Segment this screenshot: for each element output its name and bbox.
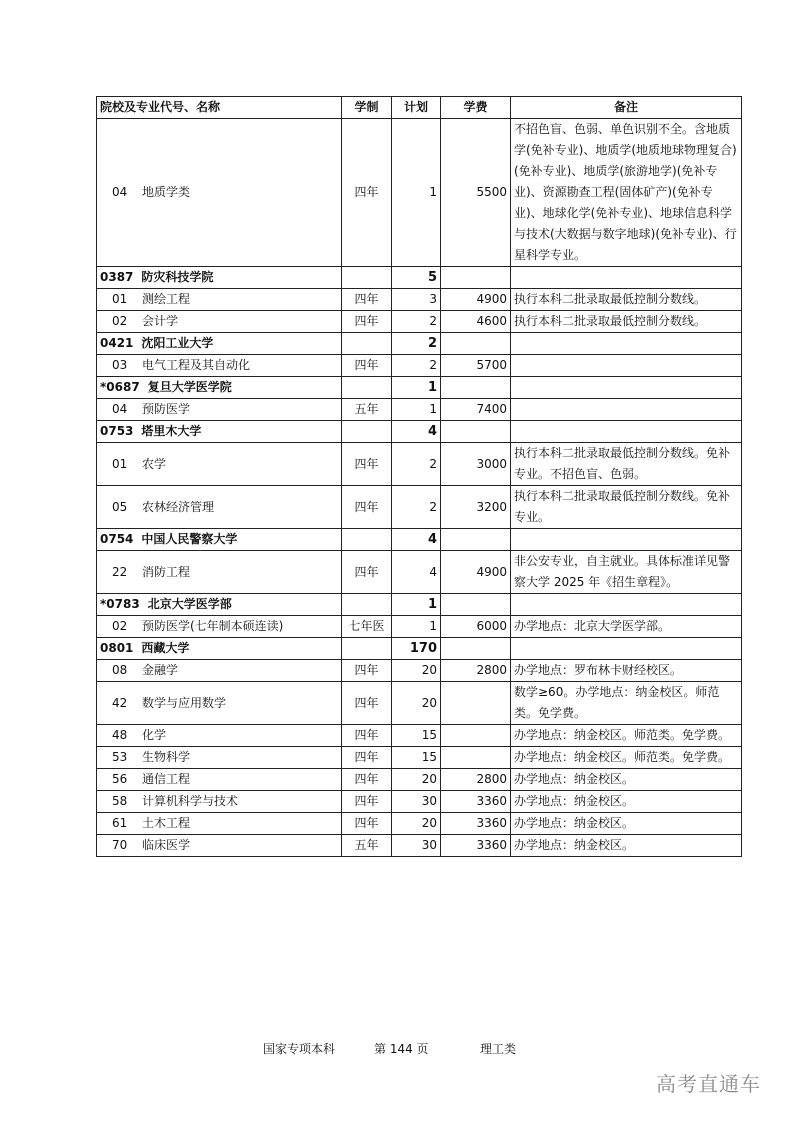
note-cell: 办学地点：纳金校区。师范类。免学费。 — [511, 747, 742, 769]
name-cell — [97, 813, 342, 835]
duration-cell: 四年 — [342, 769, 392, 791]
major-code: 48 — [112, 728, 128, 742]
note-cell — [511, 377, 742, 399]
major-name: 消防工程 — [142, 564, 191, 579]
duration-cell: 四年 — [342, 682, 392, 725]
name-cell — [97, 638, 342, 660]
major-row — [97, 791, 742, 813]
fee-cell — [441, 594, 511, 616]
fee-cell: 4900 — [441, 289, 511, 311]
note-cell: 执行本科二批录取最低控制分数线。 — [511, 311, 742, 333]
note-cell: 非公安专业，自主就业。具体标准详见警察大学 2025 年《招生章程》。 — [511, 551, 742, 594]
school-code: 0754 — [100, 532, 134, 546]
plan-cell: 20 — [392, 660, 441, 682]
school-code: *0783 — [100, 597, 140, 611]
duration-cell: 四年 — [342, 551, 392, 594]
name-cell — [97, 267, 342, 289]
major-row — [97, 443, 742, 486]
name-cell — [97, 769, 342, 791]
major-code: 04 — [112, 402, 128, 416]
major-name: 预防医学 — [142, 402, 191, 416]
note-cell: 办学地点：纳金校区。 — [511, 835, 742, 857]
plan-cell: 5 — [392, 267, 441, 289]
name-cell — [97, 725, 342, 747]
note-cell: 办学地点：纳金校区。师范类。免学费。 — [511, 725, 742, 747]
note-cell: 数学≥60。办学地点：纳金校区。师范类。免学费。 — [511, 682, 742, 725]
header-plan: 计划 — [392, 97, 441, 119]
note-cell: 不招色盲、色弱、单色识别不全。含地质学(免补专业)、地质学(地质地球物理复合)(免补专业)、地质学(旅游地学)(免补专业)、资源勘查工程(固体矿产)(免补专业)、地球化学(免补专业)、地球信息科学与技术(大数据与数字地球)(免补专业)、行星科学专业。 — [511, 119, 742, 267]
note-cell: 办学地点：北京大学医学部。 — [511, 616, 742, 638]
table-body — [97, 119, 742, 857]
header-name: 院校及专业代号、名称 — [97, 97, 342, 119]
major-row — [97, 119, 742, 267]
major-row — [97, 747, 742, 769]
major-code: 05 — [112, 499, 128, 514]
major-code: 08 — [112, 663, 128, 677]
duration-cell: 四年 — [342, 119, 392, 267]
major-name: 金融学 — [142, 663, 179, 677]
fee-cell — [441, 725, 511, 747]
plan-cell: 15 — [392, 747, 441, 769]
note-cell: 执行本科二批录取最低控制分数线。免补专业。 — [511, 486, 742, 529]
name-cell — [97, 551, 342, 594]
plan-cell: 2 — [392, 355, 441, 377]
plan-cell: 1 — [392, 377, 441, 399]
major-code: 56 — [112, 772, 128, 786]
note-cell: 办学地点：纳金校区。 — [511, 769, 742, 791]
major-name: 土木工程 — [142, 816, 191, 830]
school-code: 0421 — [100, 336, 134, 350]
duration-cell — [342, 267, 392, 289]
fee-cell — [441, 682, 511, 725]
major-name: 农学 — [142, 456, 167, 471]
major-row — [97, 725, 742, 747]
admission-plan-table — [96, 96, 742, 857]
name-cell — [97, 399, 342, 421]
school-name: 沈阳工业大学 — [141, 336, 214, 350]
name-cell — [97, 289, 342, 311]
name-cell — [97, 791, 342, 813]
fee-cell: 4900 — [441, 551, 511, 594]
fee-cell — [441, 421, 511, 443]
school-code: 0801 — [100, 641, 134, 655]
fee-cell: 3000 — [441, 443, 511, 486]
footer-category: 国家专项本科 — [263, 1042, 336, 1056]
school-row — [97, 421, 742, 443]
major-code: 02 — [112, 619, 128, 633]
name-cell — [97, 443, 342, 486]
name-cell — [97, 355, 342, 377]
note-cell — [511, 355, 742, 377]
school-name: 防灾科技学院 — [141, 270, 214, 284]
school-code: *0687 — [100, 380, 140, 394]
major-row — [97, 399, 742, 421]
header-duration: 学制 — [342, 97, 392, 119]
major-row — [97, 486, 742, 529]
note-cell — [511, 333, 742, 355]
school-row — [97, 638, 742, 660]
fee-cell — [441, 267, 511, 289]
plan-cell: 2 — [392, 443, 441, 486]
plan-cell: 30 — [392, 835, 441, 857]
major-name: 计算机科学与技术 — [142, 794, 239, 808]
note-cell — [511, 399, 742, 421]
school-row — [97, 267, 742, 289]
major-code: 04 — [112, 185, 128, 199]
plan-cell: 2 — [392, 333, 441, 355]
fee-cell: 4600 — [441, 311, 511, 333]
plan-cell: 3 — [392, 289, 441, 311]
duration-cell — [342, 333, 392, 355]
fee-cell: 3360 — [441, 835, 511, 857]
school-code: 0387 — [100, 270, 134, 284]
major-name: 会计学 — [142, 314, 179, 328]
name-cell — [97, 529, 342, 551]
fee-cell: 5500 — [441, 119, 511, 267]
major-code: 42 — [112, 695, 128, 710]
name-cell — [97, 747, 342, 769]
major-row — [97, 355, 742, 377]
note-cell: 办学地点：纳金校区。 — [511, 791, 742, 813]
name-cell — [97, 835, 342, 857]
duration-cell: 五年 — [342, 399, 392, 421]
duration-cell: 四年 — [342, 791, 392, 813]
duration-cell — [342, 421, 392, 443]
school-name: 中国人民警察大学 — [141, 532, 238, 546]
major-code: 22 — [112, 564, 128, 579]
major-code: 01 — [112, 292, 128, 306]
duration-cell — [342, 377, 392, 399]
fee-cell — [441, 529, 511, 551]
school-row — [97, 377, 742, 399]
plan-cell: 15 — [392, 725, 441, 747]
major-row — [97, 289, 742, 311]
duration-cell: 五年 — [342, 835, 392, 857]
major-name: 测绘工程 — [142, 292, 191, 306]
header-fee: 学费 — [441, 97, 511, 119]
fee-cell — [441, 333, 511, 355]
name-cell — [97, 119, 342, 267]
major-code: 53 — [112, 750, 128, 764]
duration-cell: 四年 — [342, 725, 392, 747]
school-code: 0753 — [100, 424, 134, 438]
plan-cell: 1 — [392, 616, 441, 638]
note-cell: 办学地点：纳金校区。 — [511, 813, 742, 835]
fee-cell: 7400 — [441, 399, 511, 421]
major-code: 01 — [112, 456, 128, 471]
fee-cell — [441, 747, 511, 769]
duration-cell: 四年 — [342, 443, 392, 486]
major-row — [97, 551, 742, 594]
plan-cell: 4 — [392, 551, 441, 594]
note-cell — [511, 267, 742, 289]
major-name: 生物科学 — [142, 750, 191, 764]
plan-cell: 20 — [392, 769, 441, 791]
duration-cell: 七年医 — [342, 616, 392, 638]
table-header-row — [97, 97, 742, 119]
major-code: 58 — [112, 794, 128, 808]
major-row — [97, 311, 742, 333]
note-cell: 执行本科二批录取最低控制分数线。免补专业。不招色盲、色弱。 — [511, 443, 742, 486]
major-name: 预防医学(七年制本硕连读) — [142, 619, 284, 633]
major-code: 03 — [112, 358, 128, 372]
major-row — [97, 616, 742, 638]
school-name: 复旦大学医学院 — [147, 380, 232, 394]
major-row — [97, 835, 742, 857]
name-cell — [97, 682, 342, 725]
plan-cell: 170 — [392, 638, 441, 660]
name-cell — [97, 421, 342, 443]
plan-cell: 4 — [392, 421, 441, 443]
major-name: 地质学类 — [142, 185, 191, 199]
fee-cell: 2800 — [441, 660, 511, 682]
note-cell — [511, 421, 742, 443]
plan-cell: 1 — [392, 399, 441, 421]
plan-cell: 20 — [392, 682, 441, 725]
name-cell — [97, 377, 342, 399]
major-name: 通信工程 — [142, 772, 191, 786]
fee-cell: 3200 — [441, 486, 511, 529]
duration-cell: 四年 — [342, 747, 392, 769]
major-code: 70 — [112, 838, 128, 852]
watermark: 高考直通车 — [656, 1072, 761, 1096]
school-name: 塔里木大学 — [141, 424, 202, 438]
duration-cell: 四年 — [342, 813, 392, 835]
plan-cell: 1 — [392, 119, 441, 267]
fee-cell: 6000 — [441, 616, 511, 638]
plan-cell: 2 — [392, 311, 441, 333]
major-row — [97, 813, 742, 835]
fee-cell — [441, 377, 511, 399]
school-name: 北京大学医学部 — [147, 597, 232, 611]
duration-cell — [342, 638, 392, 660]
major-name: 电气工程及其自动化 — [142, 358, 251, 372]
fee-cell: 3360 — [441, 791, 511, 813]
note-cell: 执行本科二批录取最低控制分数线。 — [511, 289, 742, 311]
duration-cell — [342, 594, 392, 616]
major-code: 61 — [112, 816, 128, 830]
major-name: 数学与应用数学 — [142, 695, 227, 710]
fee-cell: 5700 — [441, 355, 511, 377]
note-cell — [511, 529, 742, 551]
duration-cell — [342, 529, 392, 551]
school-row — [97, 529, 742, 551]
duration-cell: 四年 — [342, 311, 392, 333]
plan-cell: 20 — [392, 813, 441, 835]
name-cell — [97, 311, 342, 333]
school-row — [97, 333, 742, 355]
major-row — [97, 682, 742, 725]
page-footer — [0, 1040, 793, 1060]
major-name: 化学 — [142, 728, 167, 742]
name-cell — [97, 660, 342, 682]
major-code: 02 — [112, 314, 128, 328]
name-cell — [97, 333, 342, 355]
note-cell — [511, 638, 742, 660]
school-row — [97, 594, 742, 616]
major-row — [97, 660, 742, 682]
name-cell — [97, 594, 342, 616]
duration-cell: 四年 — [342, 289, 392, 311]
duration-cell: 四年 — [342, 486, 392, 529]
plan-cell: 30 — [392, 791, 441, 813]
duration-cell: 四年 — [342, 355, 392, 377]
note-cell — [511, 594, 742, 616]
header-note: 备注 — [511, 97, 742, 119]
major-name: 临床医学 — [142, 838, 191, 852]
major-name: 农林经济管理 — [142, 499, 215, 514]
note-cell: 办学地点：罗布林卡财经校区。 — [511, 660, 742, 682]
fee-cell: 2800 — [441, 769, 511, 791]
footer-page-number: 第 144 页 — [374, 1042, 429, 1056]
name-cell — [97, 616, 342, 638]
fee-cell: 3360 — [441, 813, 511, 835]
fee-cell — [441, 638, 511, 660]
school-name: 西藏大学 — [141, 641, 190, 655]
plan-cell: 1 — [392, 594, 441, 616]
plan-cell: 4 — [392, 529, 441, 551]
footer-subject: 理工类 — [480, 1042, 517, 1056]
name-cell — [97, 486, 342, 529]
major-row — [97, 769, 742, 791]
duration-cell: 四年 — [342, 660, 392, 682]
plan-cell: 2 — [392, 486, 441, 529]
